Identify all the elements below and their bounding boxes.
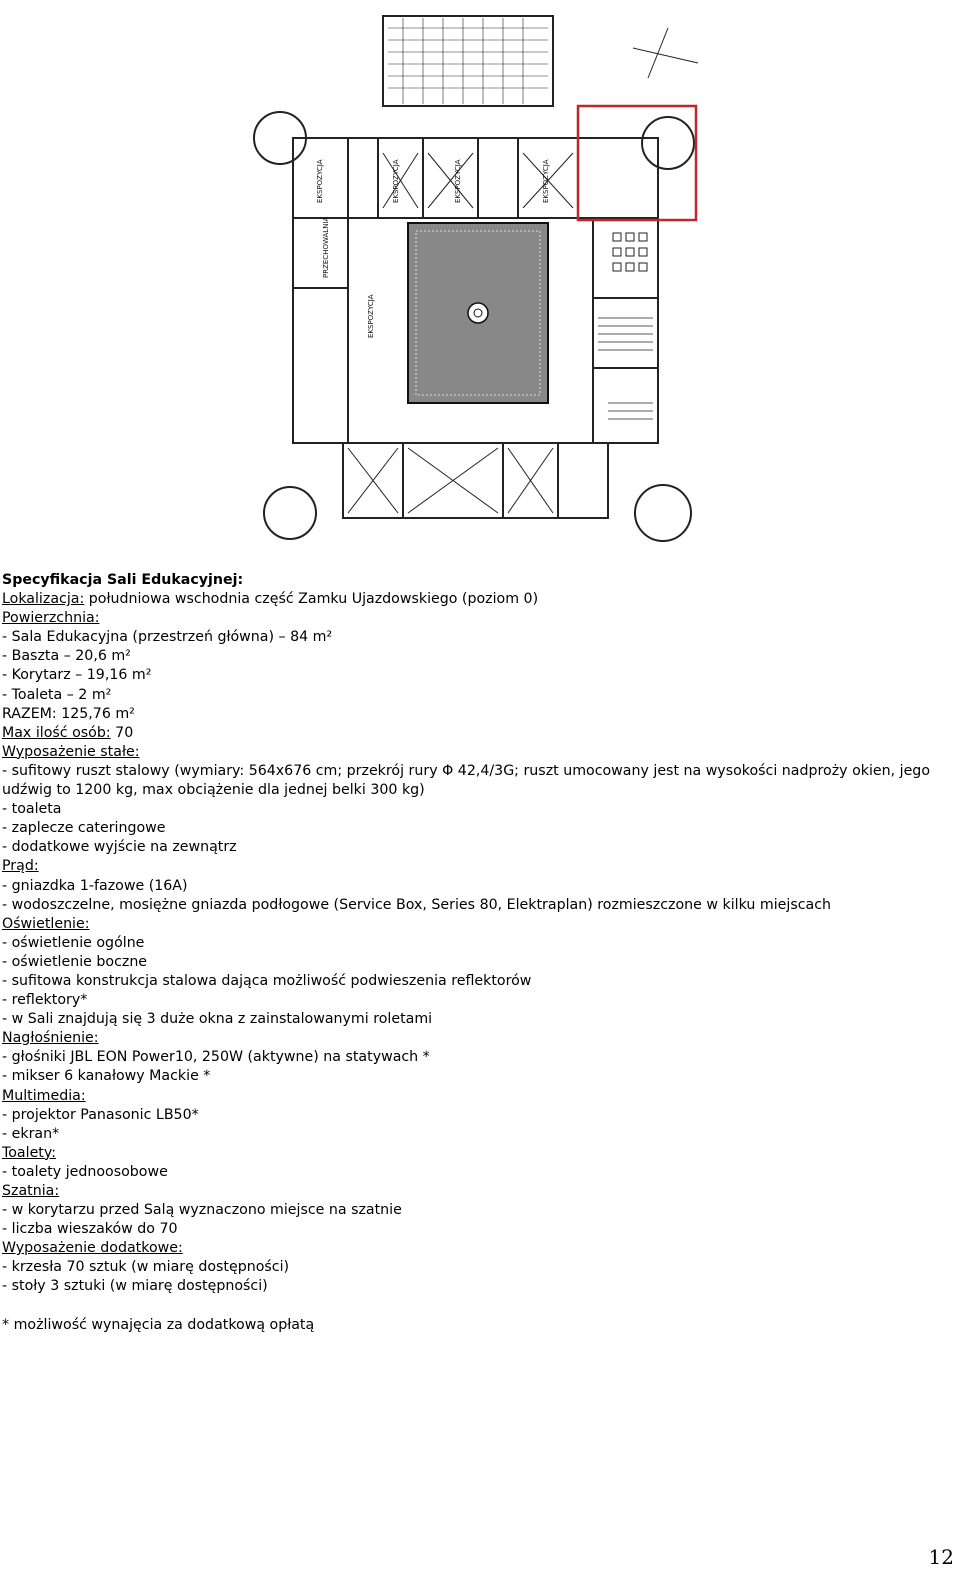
capacity-line <box>2 724 952 743</box>
list-item: - wodoszczelne, mosiężne gniazda podłogowe (Service Box, Series 80, Elektraplan) rozmieszczone w kilku miejscach <box>2 896 831 913</box>
list-item: - ekran* <box>2 1125 60 1142</box>
room-label: EKSPOZYCJA <box>367 294 375 338</box>
list-item: - zaplecze cateringowe <box>2 820 166 837</box>
list-item: - toalety jednoosobowe <box>2 1163 168 1180</box>
equipment-label: Wyposażenie stałe: <box>2 743 140 760</box>
room-label: EKSPOZYCJA <box>316 159 324 203</box>
footnote: * możliwość wynajęcia za dodatkową opłatą <box>2 1316 315 1333</box>
spacer <box>2 1297 952 1316</box>
list-item: - sufitowy ruszt stalowy (wymiary: 564x676 cm; przekrój rury Φ 42,4/3G; ruszt umocowany jest na wysokości nadproży okien, jego udźwig to 1200 kg, max obciążenie dla jednej belki 300 kg) <box>2 762 930 799</box>
list-item: - gniazdka 1-fazowe (16A) <box>2 877 188 894</box>
sound-label: Nagłośnienie: <box>2 1030 99 1047</box>
list-item: - Toaleta – 2 m² <box>2 686 112 703</box>
list-item: - oświetlenie ogólne <box>2 934 145 951</box>
location-label: Lokalizacja: <box>2 591 85 608</box>
list-item: - w Sali znajdują się 3 duże okna z zainstalowanymi roletami <box>2 1011 433 1028</box>
multimedia-label: Multimedia: <box>2 1087 86 1104</box>
list-item: - oświetlenie boczne <box>2 953 148 970</box>
area-label: Powierzchnia: <box>2 610 100 627</box>
toilets-label: Toalety: <box>2 1144 57 1161</box>
list-item: - toaleta <box>2 801 62 818</box>
list-item: - Sala Edukacyjna (przestrzeń główna) – 84 m² <box>2 629 333 646</box>
list-item: - krzesła 70 sztuk (w miarę dostępności) <box>2 1259 290 1276</box>
list-item: - liczba wieszaków do 70 <box>2 1221 178 1238</box>
capacity-label: Max ilość osób: <box>2 724 111 741</box>
list-item: - reflektory* <box>2 992 88 1009</box>
specification <box>2 571 952 1335</box>
list-item: - projektor Panasonic LB50* <box>2 1106 199 1123</box>
lighting-label: Oświetlenie: <box>2 915 90 932</box>
area-total: RAZEM: 125,76 m² <box>2 705 135 722</box>
courtyard <box>408 223 548 403</box>
list-item: - dodatkowe wyjście na zewnątrz <box>2 839 237 856</box>
list-item: - stoły 3 sztuki (w miarę dostępności) <box>2 1278 268 1295</box>
room-label: EKSPOZYCJA <box>392 159 400 203</box>
list-item: - w korytarzu przed Salą wyznaczono miejsce na szatnie <box>2 1202 402 1219</box>
room-label: EKSPOZYCJA <box>542 159 550 203</box>
cloakroom-label: Szatnia: <box>2 1183 60 1199</box>
power-label: Prąd: <box>2 858 39 875</box>
list-item: - sufitowa konstrukcja stalowa dająca możliwość podwieszenia reflektorów <box>2 972 532 989</box>
list-item: - głośniki JBL EON Power10, 250W (aktywne) na statywach * <box>2 1049 430 1066</box>
room-label: PRZECHOWALNIA <box>322 216 330 278</box>
list-item: - mikser 6 kanałowy Mackie * <box>2 1068 211 1085</box>
list-item: - Korytarz – 19,16 m² <box>2 667 152 684</box>
page-number: 12 <box>928 1545 954 1569</box>
list-item: - Baszta – 20,6 m² <box>2 648 131 665</box>
location-line <box>2 590 952 609</box>
capacity-value: 70 <box>110 724 134 741</box>
extra-equipment-label: Wyposażenie dodatkowe: <box>2 1240 183 1257</box>
annex-hatching <box>388 18 548 104</box>
floor-plan <box>248 8 710 556</box>
room-label: EKSPOZYCJA <box>454 159 462 203</box>
location-value: południowa wschodnia część Zamku Ujazdowskiego (poziom 0) <box>84 591 539 608</box>
education-room-highlight <box>578 106 696 220</box>
spec-title: Specyfikacja Sali Edukacyjnej: <box>2 572 244 588</box>
